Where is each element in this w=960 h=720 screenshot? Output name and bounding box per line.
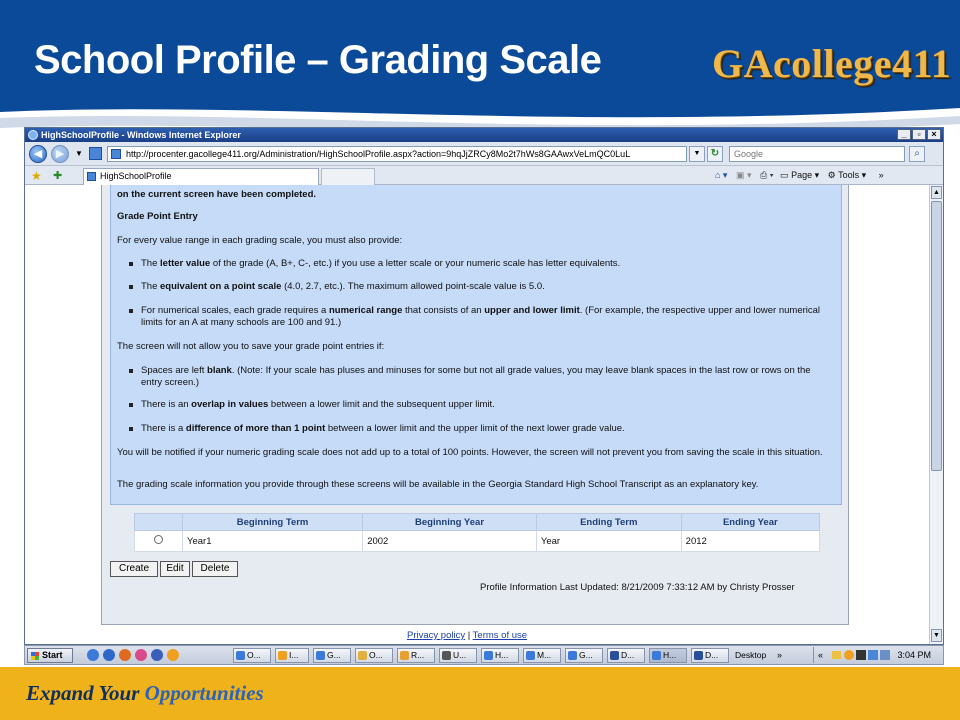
ie-titlebar: [25, 128, 943, 142]
table-header-row: [135, 514, 820, 531]
tray-antivirus-icon[interactable]: [856, 650, 866, 660]
search-input[interactable]: Google: [729, 146, 905, 162]
footer-links: [407, 630, 527, 641]
back-icon[interactable]: ◀: [29, 145, 47, 163]
chevron-right-icon[interactable]: »: [878, 170, 884, 180]
cell-ending-year: 2012: [681, 531, 819, 552]
taskbar-item-9[interactable]: G...: [565, 648, 603, 663]
window-title: HighSchoolProfile - Windows Internet Explorer: [41, 130, 241, 140]
tab-bar: [25, 166, 943, 185]
tagline: [26, 681, 264, 706]
print-icon[interactable]: ⎙ ▾: [760, 170, 774, 180]
table-header-beginning-term: Beginning Term: [183, 514, 363, 531]
last-updated-text: Profile Information Last Updated: 8/21/2009 7:33:12 AM by Christy Prosser: [480, 582, 795, 593]
grading-terms-table: [134, 513, 820, 552]
taskbar-item-7[interactable]: H...: [481, 648, 519, 663]
quicklaunch-messenger-icon[interactable]: [135, 649, 147, 661]
tray-network-icon[interactable]: [868, 650, 878, 660]
tagline-part2: Opportunities: [144, 681, 264, 705]
taskbar-item-5[interactable]: R...: [397, 648, 435, 663]
system-tray: [813, 647, 943, 663]
help-transcript: The grading scale information you provide through these screens will be available in the Georgia Standard High School Transcript as an explanatory key.: [117, 479, 759, 490]
row-select-cell: [135, 531, 183, 552]
page-content: [25, 185, 929, 645]
tagline-part1: Expand Your: [26, 681, 145, 705]
taskbar-item-4[interactable]: O...: [355, 648, 393, 663]
tab-page-icon: [87, 172, 96, 181]
scroll-down-icon[interactable]: ▼: [931, 629, 942, 642]
address-toolbar: [25, 142, 943, 166]
help-bullet-point-scale: The equivalent on a point scale (4.0, 2.7, etc.). The maximum allowed point-scale value is 5.0.: [141, 281, 831, 293]
edit-button[interactable]: Edit: [160, 561, 190, 577]
search-icon[interactable]: ⌕: [909, 146, 925, 162]
table-header-select: [135, 514, 183, 531]
ie-logo-icon: [28, 130, 38, 140]
scroll-thumb[interactable]: [931, 201, 942, 471]
help-bullet-difference: There is a difference of more than 1 point between a lower limit and the upper limit of the next lower grade value.: [141, 423, 831, 435]
favorites-star-icon[interactable]: ★: [31, 169, 42, 183]
ie-page-icon: [111, 149, 121, 159]
restore-icon[interactable]: ▫: [912, 129, 926, 140]
tray-mail-icon[interactable]: [832, 651, 841, 659]
taskbar-item-2[interactable]: I...: [275, 648, 309, 663]
new-tab-button[interactable]: [321, 168, 375, 185]
delete-button[interactable]: Delete: [192, 561, 238, 577]
command-bar: ⌂ ▾ ▣ ▾ ⎙ ▾ ▭ Page ▾ ⚙ Tools ▾ »: [715, 170, 884, 180]
taskbar-item-6[interactable]: U...: [439, 648, 477, 663]
cell-ending-term: Year: [536, 531, 681, 552]
page-menu-icon: ▭: [780, 170, 789, 180]
feeds-icon[interactable]: ▣ ▾: [735, 170, 752, 180]
table-header-beginning-year: Beginning Year: [363, 514, 537, 531]
slide-title: School Profile – Grading Scale: [34, 38, 602, 82]
quicklaunch-outlook-icon[interactable]: [167, 649, 179, 661]
add-favorites-icon[interactable]: ✚: [53, 170, 63, 182]
taskbar-item-12[interactable]: D...: [691, 648, 729, 663]
tray-expand-icon[interactable]: «: [818, 650, 824, 660]
address-dropdown-icon[interactable]: ▼: [689, 146, 705, 162]
row-select-radio[interactable]: [154, 535, 163, 544]
help-bullet-blank: Spaces are left blank. (Note: If your scale has pluses and minuses for some but not all grade values, you may leave blank spaces in the last row or rows on the entry screen.): [141, 365, 831, 388]
tools-menu[interactable]: Tools: [838, 170, 860, 180]
refresh-icon[interactable]: ↻: [707, 146, 723, 162]
terms-of-use-link[interactable]: Terms of use: [472, 630, 528, 641]
help-notified: You will be notified if your numeric grading scale does not add up to a total of 100 points. However, the screen will not prevent you from saving the scale in this situation.: [117, 447, 823, 458]
footer-separator: |: [467, 630, 471, 641]
windows-taskbar: [24, 645, 944, 665]
start-button[interactable]: [27, 648, 73, 663]
scroll-up-icon[interactable]: ▲: [931, 186, 942, 199]
minimize-icon[interactable]: _: [897, 129, 911, 140]
tab-highschoolprofile[interactable]: [83, 168, 319, 185]
help-bullet-overlap: There is an overlap in values between a lower limit and the subsequent upper limit.: [141, 399, 831, 411]
help-partial-line: on the current screen have been completed.: [117, 189, 317, 200]
windows-flag-icon: [31, 652, 39, 660]
taskbar-item-10[interactable]: D...: [607, 648, 645, 663]
taskbar-item-3[interactable]: G...: [313, 648, 351, 663]
close-icon[interactable]: ×: [927, 129, 941, 140]
quicklaunch-ie-icon[interactable]: [87, 649, 99, 661]
history-dropdown-icon[interactable]: ▼: [75, 149, 83, 158]
start-label: Start: [42, 650, 63, 660]
forward-icon[interactable]: ▶: [51, 145, 69, 163]
quicklaunch-ie2-icon[interactable]: [103, 649, 115, 661]
tray-outlook-icon[interactable]: [844, 650, 854, 660]
help-not-allow: The screen will not allow you to save your grade point entries if:: [117, 341, 385, 352]
vertical-scrollbar[interactable]: [929, 185, 943, 645]
desktop-toolbar-label[interactable]: Desktop: [735, 650, 767, 660]
tools-gear-icon: ⚙: [827, 170, 836, 180]
grading-help-box: [110, 185, 842, 505]
tray-volume-icon[interactable]: [880, 650, 890, 660]
page-icon: [89, 147, 102, 160]
cell-beginning-term: Year1: [183, 531, 363, 552]
gacollege411-logo: GAcollege411: [712, 41, 952, 86]
table-row: [135, 531, 820, 552]
quicklaunch-media-icon[interactable]: [151, 649, 163, 661]
table-header-ending-term: Ending Term: [536, 514, 681, 531]
help-bullet-letter-value: The letter value of the grade (A, B+, C-, etc.) if you use a letter scale or your numeric scale has letter equivalents.: [141, 258, 831, 270]
help-bullet-numerical-range: For numerical scales, each grade requires a numerical range that consists of an upper and lower limit. (For example, the respective upper and lower numerical limits for an A at many schools are 100 and 91.): [141, 305, 831, 328]
ie-window: [24, 127, 944, 645]
quicklaunch-firefox-icon[interactable]: [119, 649, 131, 661]
toolbar-expand-icon[interactable]: »: [777, 650, 783, 660]
privacy-policy-link[interactable]: Privacy policy: [407, 630, 466, 641]
address-text: http://procenter.gacollege411.org/Administration/HighSchoolProfile.aspx?action=9hqJjZRCy8Mo2t7hWs8GAAwxVeLmQC0LuL: [126, 149, 631, 159]
profile-panel: [101, 185, 849, 625]
address-input[interactable]: [107, 146, 687, 162]
page-menu[interactable]: Page: [791, 170, 813, 180]
taskbar-item-8[interactable]: M...: [523, 648, 561, 663]
tab-label: HighSchoolProfile: [100, 171, 172, 181]
table-header-ending-year: Ending Year: [681, 514, 819, 531]
cell-beginning-year: 2002: [363, 531, 537, 552]
help-heading: Grade Point Entry: [117, 211, 198, 222]
taskbar-clock[interactable]: 3:04 PM: [897, 650, 931, 660]
create-button[interactable]: Create: [110, 561, 158, 577]
taskbar-item-1[interactable]: O...: [233, 648, 271, 663]
taskbar-item-11-active[interactable]: H...: [649, 648, 687, 663]
home-icon[interactable]: ⌂ ▾: [715, 170, 728, 180]
help-intro: For every value range in each grading scale, you must also provide:: [117, 235, 403, 246]
